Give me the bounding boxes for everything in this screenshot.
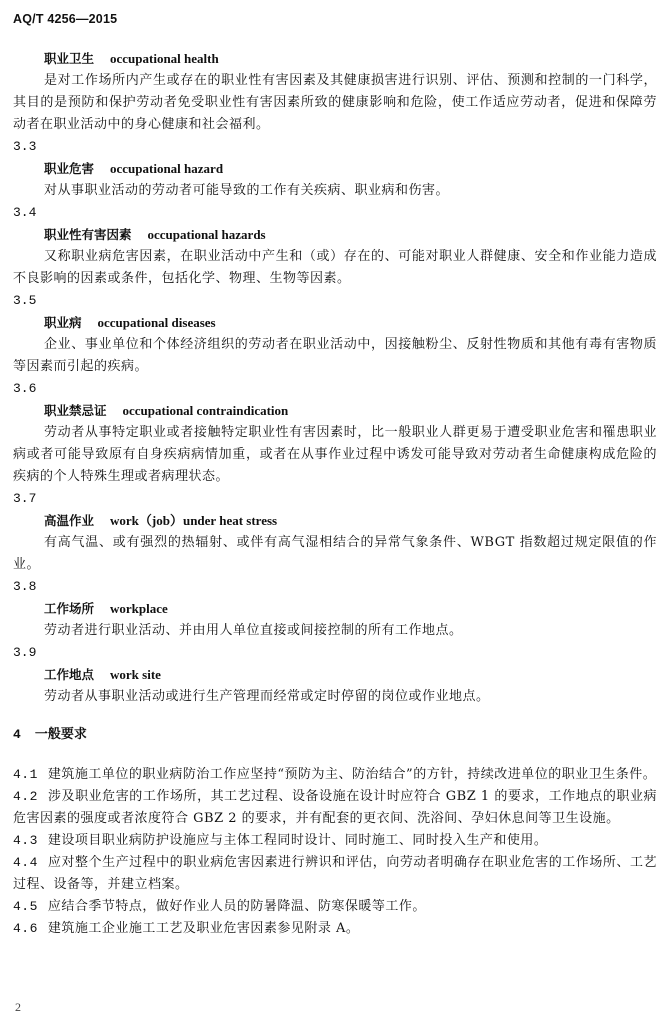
clause-text: 应结合季节特点，做好作业人员的防暑降温、防寒保暖等工作。 <box>47 899 426 914</box>
clause-text: 建设项目职业病防护设施应与主体工程同时设计、同时施工、同时投入生产和使用。 <box>47 833 548 848</box>
term-definition: 又称职业病危害因素，在职业活动中产生和（或）存在的、可能对职业人群健康、安全和作业能力造成不良影响的因素或条件，包括化学、物理、生物等因素。 <box>13 249 657 286</box>
term-definition: 是对工作场所内产生或存在的职业性有害因素及其健康损害进行识别、评估、预测和控制的一门科学，其目的是预防和保护劳动者免受职业性有害因素所致的健康影响和危险，使工作适应劳动者，促进和保障劳动者在职业活动中的身心健康和社会福利。 <box>13 73 657 132</box>
term-en: occupational diseases <box>97 315 216 330</box>
clause-number: 4.6 <box>13 921 38 936</box>
term-heading <box>13 510 657 532</box>
clause <box>13 764 657 786</box>
term-zh: 职业禁忌证 <box>44 403 107 418</box>
term-definition: 对从事职业活动的劳动者可能导致的工作有关疾病、职业病和伤害。 <box>44 183 450 198</box>
term-number: 3.9 <box>13 645 37 660</box>
clause-number: 4.4 <box>13 855 38 870</box>
term-zh: 职业病 <box>44 315 82 330</box>
clause-text: 涉及职业危害的工作场所，其工艺过程、设备设施在设计时应符合 GBZ 1 的要求，工作地点的职业病危害因素的强度或者浓度符合 GBZ 2 的要求，并有配套的更衣间、洗浴间、孕妇休息间等卫生设施。 <box>13 789 657 826</box>
clause <box>13 852 657 896</box>
term-zh: 职业性有害因素 <box>44 227 132 242</box>
term-en: work site <box>110 667 161 682</box>
term-definition: 有高气温、或有强烈的热辐射、或伴有高气湿相结合的异常气象条件、WBGT 指数超过规定限值的作业。 <box>13 535 657 572</box>
term-heading <box>13 598 657 620</box>
term-heading <box>13 158 657 180</box>
term-en: occupational contraindication <box>122 403 289 418</box>
section-heading <box>13 724 657 746</box>
term-number: 3.6 <box>13 381 37 396</box>
term-heading <box>13 400 657 422</box>
document-body <box>13 48 657 940</box>
term-heading <box>13 48 657 70</box>
term-number: 3.4 <box>13 205 37 220</box>
term-number: 3.8 <box>13 579 37 594</box>
clause-text: 建筑施工单位的职业病防治工作应坚持“预防为主、防治结合”的方针，持续改进单位的职业卫生条件。 <box>47 767 657 782</box>
clause-number: 4.5 <box>13 899 38 914</box>
section-number: 4 <box>13 727 21 742</box>
clause <box>13 896 657 918</box>
term-number: 3.5 <box>13 293 37 308</box>
term-zh: 工作地点 <box>44 667 95 682</box>
page-number: 2 <box>15 1000 21 1014</box>
term-number: 3.7 <box>13 491 37 506</box>
term-number: 3.3 <box>13 139 37 154</box>
term-heading <box>13 664 657 686</box>
clause-number: 4.2 <box>13 789 38 804</box>
clause <box>13 786 657 830</box>
term-en: work（job）under heat stress <box>110 513 278 528</box>
term-zh: 职业危害 <box>44 161 95 176</box>
clause-text: 建筑施工企业施工工艺及职业危害因素参见附录 A。 <box>47 921 360 936</box>
clause-number: 4.1 <box>13 767 38 782</box>
clause <box>13 918 657 940</box>
term-en: occupational hazard <box>110 161 224 176</box>
term-zh: 工作场所 <box>44 601 95 616</box>
term-definition: 企业、事业单位和个体经济组织的劳动者在职业活动中，因接触粉尘、反射性物质和其他有毒有害物质等因素而引起的疾病。 <box>13 337 657 374</box>
term-zh: 职业卫生 <box>44 51 95 66</box>
term-en: occupational health <box>110 51 219 66</box>
term-heading <box>13 224 657 246</box>
term-en: occupational hazards <box>147 227 266 242</box>
standard-code-header: AQ/T 4256—2015 <box>13 12 118 26</box>
term-zh: 高温作业 <box>44 513 95 528</box>
clause <box>13 830 657 852</box>
term-definition: 劳动者从事职业活动或进行生产管理而经常或定时停留的岗位或作业地点。 <box>44 689 490 704</box>
clause-number: 4.3 <box>13 833 38 848</box>
term-definition: 劳动者从事特定职业或者接触特定职业性有害因素时，比一般职业人群更易于遭受职业危害和罹患职业病或者可能导致原有自身疾病病情加重，或者在从事作业过程中诱发可能导致对劳动者生命健康构成危险的疾病的个人特殊生理或者病理状态。 <box>13 425 657 484</box>
term-en: workplace <box>110 601 168 616</box>
section-title: 一般要求 <box>34 727 87 742</box>
term-heading <box>13 312 657 334</box>
term-definition: 劳动者进行职业活动、并由用人单位直接或间接控制的所有工作地点。 <box>44 623 463 638</box>
clause-text: 应对整个生产过程中的职业病危害因素进行辨识和评估，向劳动者明确存在职业危害的工作场所、工艺过程、设备等，并建立档案。 <box>13 855 657 892</box>
